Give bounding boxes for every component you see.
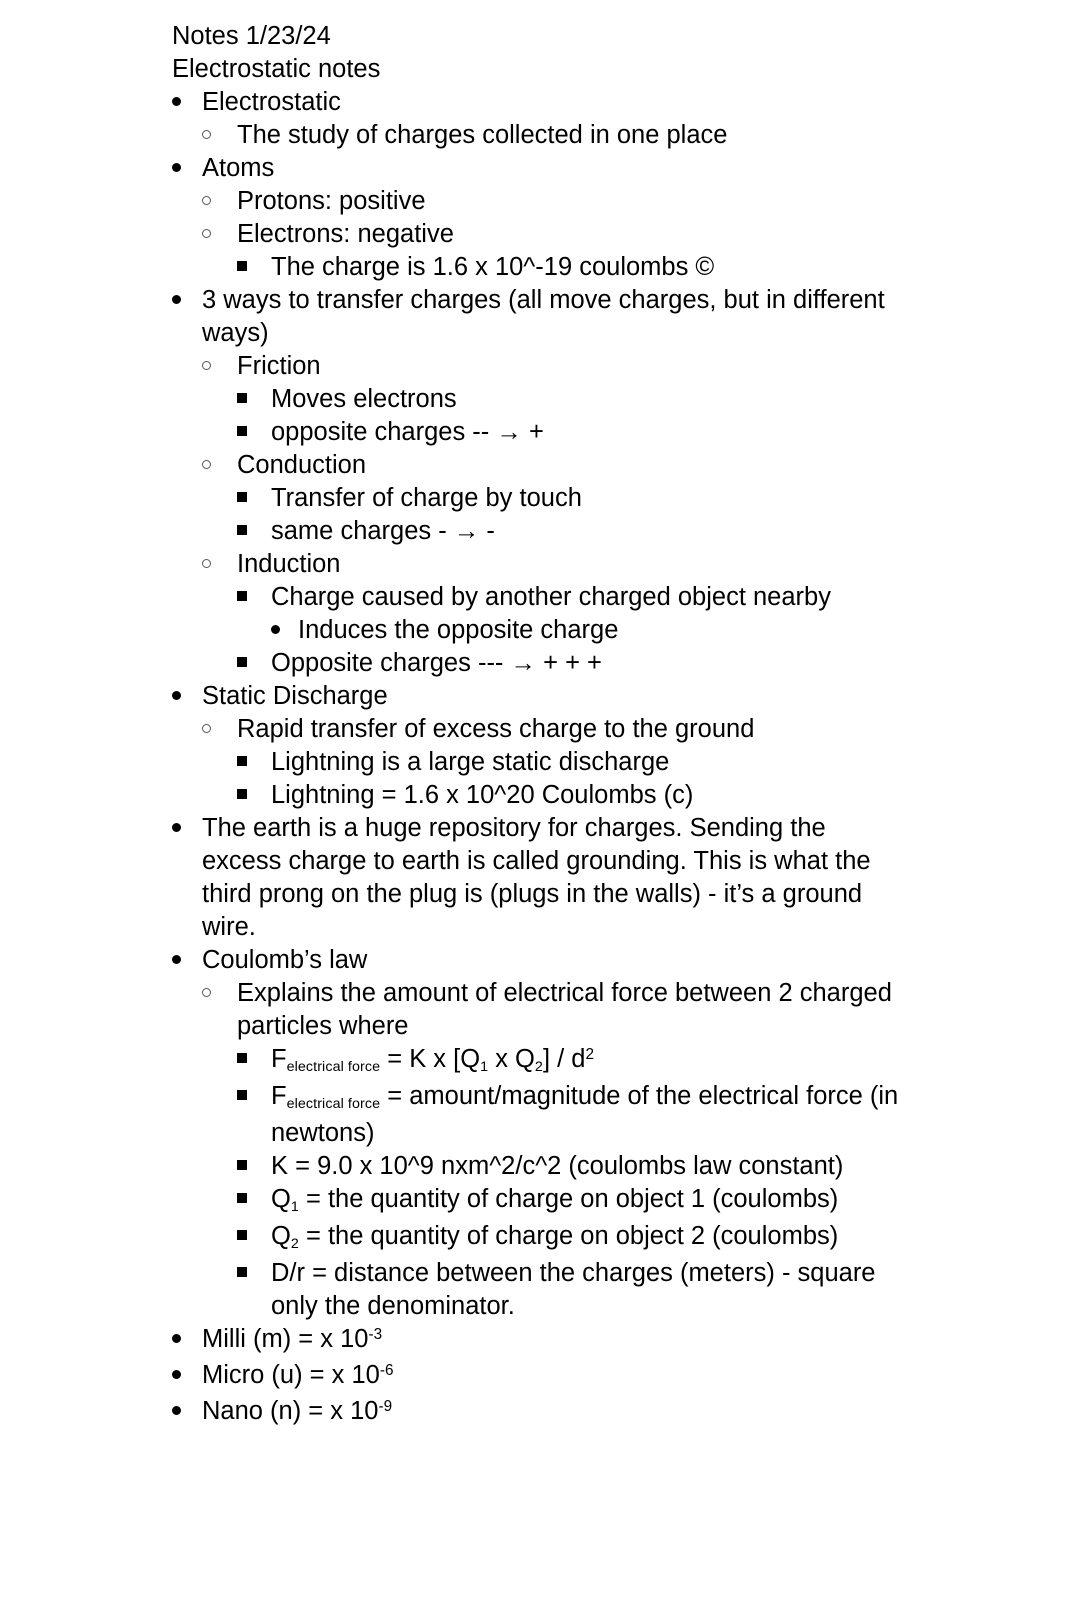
outline-item-l3 xyxy=(237,383,912,416)
outline-item-l3 xyxy=(237,482,912,515)
filled-round-bullet-icon xyxy=(172,1323,206,1356)
filled-square-bullet-icon xyxy=(237,383,271,416)
outline-item-text: Induces the opposite charge xyxy=(298,616,619,644)
outline-item-l3 xyxy=(237,1080,912,1150)
filled-square-bullet-icon xyxy=(237,779,271,812)
filled-square-bullet-icon xyxy=(237,581,271,614)
outline-item-l1 xyxy=(172,284,912,680)
outline-item-l3 xyxy=(237,746,912,779)
outline-sublist-l2 xyxy=(202,713,912,812)
outline-item-l1 xyxy=(172,1395,912,1431)
outline-item-l3 xyxy=(237,416,912,449)
outline-sublist-l3 xyxy=(237,581,912,680)
hollow-circle-bullet-icon xyxy=(202,713,236,746)
outline-item-l2 xyxy=(202,185,912,218)
outline-item-l3 xyxy=(237,251,912,284)
outline-item-l3 xyxy=(237,1257,912,1323)
filled-square-bullet-icon xyxy=(237,647,271,680)
outline-sublist-l4 xyxy=(271,614,912,647)
filled-square-bullet-icon xyxy=(237,1150,271,1183)
outline-item-text: Lightning is a large static discharge xyxy=(271,748,670,776)
filled-square-bullet-icon xyxy=(237,746,271,779)
outline-item-l1 xyxy=(172,1359,912,1395)
outline-item-l2 xyxy=(202,548,912,680)
outline-item-text: Atoms xyxy=(202,154,275,182)
filled-square-bullet-icon xyxy=(237,251,271,284)
outline-item-l3 xyxy=(237,515,912,548)
outline-item-l3 xyxy=(237,647,912,680)
outline-item-text: same charges - → - xyxy=(271,517,495,545)
outline-item-l3 xyxy=(237,1183,912,1220)
outline-item-l2 xyxy=(202,119,912,152)
outline-item-l2 xyxy=(202,218,912,284)
hollow-circle-bullet-icon xyxy=(202,119,236,152)
outline-item-text: $F_{electrical force}$ = amount/magnitude of the electrical force (in newtons) xyxy=(271,1082,899,1147)
filled-square-bullet-icon xyxy=(237,1220,271,1253)
filled-square-bullet-icon xyxy=(237,515,271,548)
hollow-circle-bullet-icon xyxy=(202,548,236,581)
filled-round-bullet-icon xyxy=(172,1395,206,1428)
outline-item-l2 xyxy=(202,713,912,812)
outline-item-text: 3 ways to transfer charges (all move charges, but in different ways) xyxy=(202,286,885,347)
outline-item-l2 xyxy=(202,977,912,1323)
outline-item-l3 xyxy=(237,581,912,647)
outline-item-text: The study of charges collected in one place xyxy=(237,121,728,149)
hollow-circle-bullet-icon xyxy=(202,977,236,1010)
filled-round-bullet-icon xyxy=(172,944,206,977)
outline-sublist-l3 xyxy=(237,251,912,284)
outline-item-l1 xyxy=(172,1323,912,1359)
outline-item-l1 xyxy=(172,86,912,152)
filled-square-bullet-icon xyxy=(237,416,271,449)
outline-sublist-l3 xyxy=(237,746,912,812)
outline-item-l3 xyxy=(237,779,912,812)
filled-square-bullet-icon xyxy=(237,1257,271,1290)
outline-item-text: Electrostatic xyxy=(202,88,341,116)
outline-item-l1 xyxy=(172,680,912,812)
outline-item-l3 xyxy=(237,1043,912,1080)
outline-item-text: Electrons: negative xyxy=(237,220,454,248)
outline-item-l1 xyxy=(172,944,912,1323)
outline-sublist-l3 xyxy=(237,1043,912,1323)
page-title: Notes 1/23/24 xyxy=(172,22,331,50)
outline-item-text: Coulomb’s law xyxy=(202,946,368,974)
outline-item-l2 xyxy=(202,350,912,449)
outline-item-text: $Q_2$ = the quantity of charge on object 2 (coulombs) xyxy=(271,1222,839,1252)
outline-item-text: Rapid transfer of excess charge to the ground xyxy=(237,715,755,743)
outline-item-text: K = 9.0 x 10^9 nxm^2/c^2 (coulombs law constant) xyxy=(271,1152,844,1180)
outline-item-l4 xyxy=(271,614,912,647)
outline-item-text: Milli (m) = x $10^{-3}$ xyxy=(202,1325,383,1353)
filled-square-bullet-icon xyxy=(237,1080,271,1113)
outline-item-text: Charge caused by another charged object nearby xyxy=(271,583,831,611)
outline-item-text: Friction xyxy=(237,352,321,380)
outline-item-text: D/r = distance between the charges (meters) - square only the denominator. xyxy=(271,1259,876,1320)
filled-square-bullet-icon xyxy=(237,482,271,515)
outline-item-text: opposite charges -- → + xyxy=(271,418,544,446)
outline-sublist-l3 xyxy=(237,482,912,548)
small-filled-round-bullet-icon xyxy=(271,614,305,647)
outline-item-text: Micro (u) = x $10^{-6}$ xyxy=(202,1361,394,1389)
outline-item-text: Transfer of charge by touch xyxy=(271,484,582,512)
filled-round-bullet-icon xyxy=(172,1359,206,1392)
outline-item-text: Protons: positive xyxy=(237,187,426,215)
filled-square-bullet-icon xyxy=(237,1043,271,1076)
outline-item-text: Static Discharge xyxy=(202,682,388,710)
filled-round-bullet-icon xyxy=(172,152,206,185)
outline-item-l3 xyxy=(237,1150,912,1183)
filled-round-bullet-icon xyxy=(172,812,206,845)
filled-round-bullet-icon xyxy=(172,680,206,713)
document-subtitle: Electrostatic notes xyxy=(172,55,381,83)
filled-square-bullet-icon xyxy=(237,1183,271,1216)
outline-item-text: $F_{electrical force} = K$ x [$Q_1$ x $Q_2] / d^2$ xyxy=(271,1045,594,1075)
outline-sublist-l2 xyxy=(202,350,912,680)
outline-item-text: Moves electrons xyxy=(271,385,457,413)
outline-item-text: The earth is a huge repository for charges. Sending the excess charge to earth is called grounding. This is what the third prong on the plug is (plugs in the walls) - it’s a ground wire. xyxy=(202,814,871,941)
outline-sublist-l2 xyxy=(202,977,912,1323)
outline-item-l1 xyxy=(172,152,912,284)
outline-item-text: Lightning = 1.6 x 10^20 Coulombs (c) xyxy=(271,781,694,809)
outline-item-text: Conduction xyxy=(237,451,367,479)
outline-item-text: $Q_1$ = the quantity of charge on object 1 (coulombs) xyxy=(271,1185,839,1215)
filled-round-bullet-icon xyxy=(172,86,206,119)
outline-item-l3 xyxy=(237,1220,912,1257)
outline-root xyxy=(172,86,912,1431)
outline-item-text: Nano (n) = x $10^{-9}$ xyxy=(202,1397,393,1425)
outline-item-l2 xyxy=(202,449,912,548)
hollow-circle-bullet-icon xyxy=(202,218,236,251)
outline-sublist-l2 xyxy=(202,185,912,284)
outline-item-text: The charge is 1.6 x 10^-19 coulombs © xyxy=(271,253,715,281)
outline-item-text: Induction xyxy=(237,550,341,578)
hollow-circle-bullet-icon xyxy=(202,185,236,218)
notes-body xyxy=(172,20,912,1431)
filled-round-bullet-icon xyxy=(172,284,206,317)
outline-sublist-l2 xyxy=(202,119,912,152)
hollow-circle-bullet-icon xyxy=(202,449,236,482)
outline-sublist-l3 xyxy=(237,383,912,449)
outline-item-text: Explains the amount of electrical force between 2 charged particles where xyxy=(237,979,892,1040)
hollow-circle-bullet-icon xyxy=(202,350,236,383)
outline-item-text: Opposite charges --- → + + + xyxy=(271,649,602,677)
outline-item-l1 xyxy=(172,812,912,944)
